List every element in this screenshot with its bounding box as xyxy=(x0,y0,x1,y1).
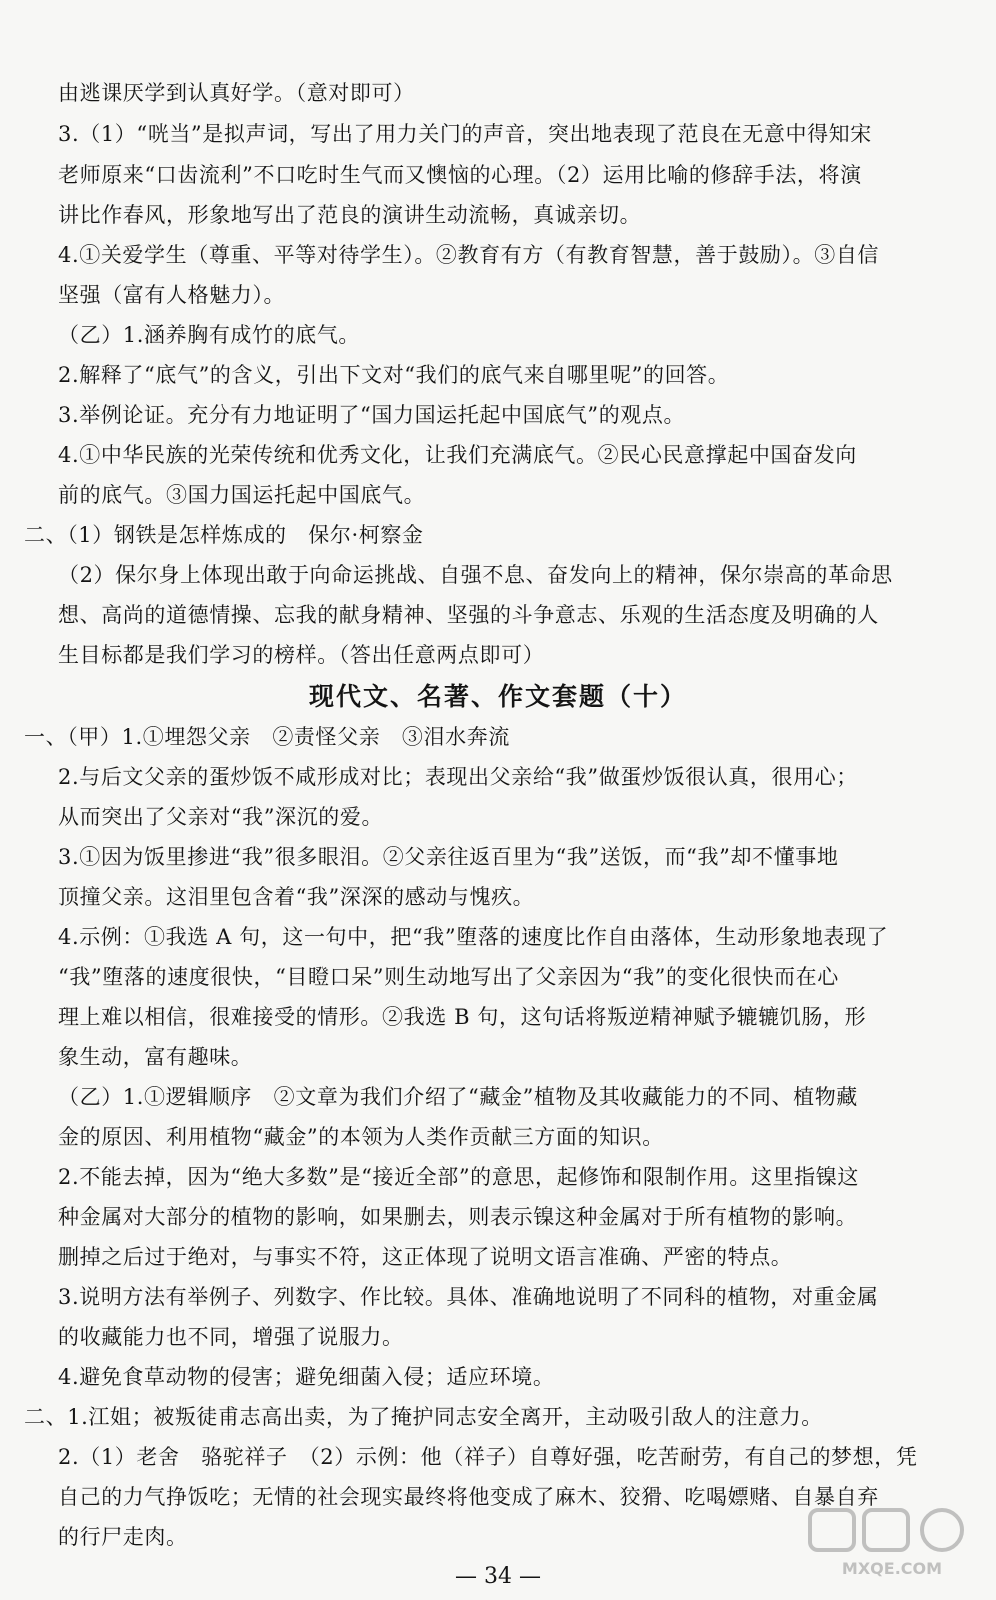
text-line: 2.与后文父亲的蛋炒饭不咸形成对比；表现出父亲给“我”做蛋炒饭很认真，很用心； xyxy=(58,765,858,789)
text-line: 生目标都是我们学习的榜样。（答出任意两点即可） xyxy=(58,643,545,667)
text-line: 3.举例论证。充分有力地证明了“国力国运托起中国底气”的观点。 xyxy=(58,403,686,427)
text-line: 4.①中华民族的光荣传统和优秀文化，让我们充满底气。②民心民意撑起中国奋发向 xyxy=(58,443,857,467)
text-line: 前的底气。③国力国运托起中国底气。 xyxy=(58,483,426,507)
text-line: 4.避免食草动物的侵害；避免细菌入侵；适应环境。 xyxy=(58,1365,555,1389)
text-line: 4.①关爱学生（尊重、平等对待学生）。②教育有方（有教育智慧，善于鼓励）。③自信 xyxy=(58,243,880,267)
text-line: 一、（甲）1.①埋怨父亲 ②责怪父亲 ③泪水奔流 xyxy=(24,725,510,749)
text-line: 的收藏能力也不同，增强了说服力。 xyxy=(58,1325,404,1349)
text-line: 3.说明方法有举例子、列数字、作比较。具体、准确地说明了不同科的植物，对重金属 xyxy=(58,1285,879,1309)
text-line: （2）保尔身上体现出敢于向命运挑战、自强不息、奋发向上的精神，保尔崇高的革命思 xyxy=(58,563,893,587)
text-line: 2.（1）老舍 骆驼祥子 （2）示例：他（祥子）自尊好强，吃苦耐劳，有自己的梦想，凭 xyxy=(58,1445,918,1469)
text-line: （乙）1.涵养胸有成竹的底气。 xyxy=(58,323,361,347)
text-line: （乙）1.①逻辑顺序 ②文章为我们介绍了“藏金”植物及其收藏能力的不同、植物藏 xyxy=(58,1085,858,1109)
watermark-logo xyxy=(806,1506,978,1580)
page-number: — 34 — xyxy=(455,1564,541,1589)
text-line: 2.解释了“底气”的含义，引出下文对“我们的底气来自哪里呢”的回答。 xyxy=(58,363,730,387)
section-heading: 现代文、名著、作文套题（十） xyxy=(308,682,687,711)
text-line: 4.示例：①我选 A 句，这一句中，把“我”堕落的速度比作自由落体，生动形象地表现了 xyxy=(58,925,889,949)
text-line: 老师原来“口齿流利”不口吃时生气而又懊恼的心理。（2）运用比喻的修辞手法，将演 xyxy=(58,163,862,187)
text-line: 讲比作春风，形象地写出了范良的演讲生动流畅，真诚亲切。 xyxy=(58,203,642,227)
text-line: 3.①因为饭里掺进“我”很多眼泪。②父亲往返百里为“我”送饭，而“我”却不懂事地 xyxy=(58,845,839,869)
text-line: 二、（1）钢铁是怎样炼成的 保尔·柯察金 xyxy=(24,523,424,547)
text-line: 理上难以相信，很难接受的情形。②我选 B 句，这句话将叛逆精神赋予辘辘饥肠，形 xyxy=(58,1005,867,1029)
text-line: 想、高尚的道德情操、忘我的献身精神、坚强的斗争意志、乐观的生活态度及明确的人 xyxy=(58,603,879,627)
text-line: 删掉之后过于绝对，与事实不符，这正体现了说明文语言准确、严密的特点。 xyxy=(58,1245,793,1269)
text-line: 的行尸走肉。 xyxy=(58,1525,188,1549)
text-line: 由逃课厌学到认真好学。（意对即可） xyxy=(58,81,415,105)
watermark-icon xyxy=(806,1506,978,1580)
text-line: 2.不能去掉，因为“绝大多数”是“接近全部”的意思，起修饰和限制作用。这里指镍这 xyxy=(58,1165,859,1189)
text-line: 种金属对大部分的植物的影响，如果删去，则表示镍这种金属对于所有植物的影响。 xyxy=(58,1205,858,1229)
text-line: 二、1.江姐；被叛徒甫志高出卖，为了掩护同志安全离开，主动吸引敌人的注意力。 xyxy=(24,1405,823,1429)
text-line: 从而突出了父亲对“我”深沉的爱。 xyxy=(58,805,384,829)
text-line: 顶撞父亲。这泪里包含着“我”深深的感动与愧疚。 xyxy=(58,885,535,909)
text-line: “我”堕落的速度很快，“目瞪口呆”则生动地写出了父亲因为“我”的变化很快而在心 xyxy=(58,965,839,989)
text-line: 金的原因、利用植物“藏金”的本领为人类作贡献三方面的知识。 xyxy=(58,1125,664,1149)
text-line: 3.（1）“咣当”是拟声词，写出了用力关门的声音，突出地表现了范良在无意中得知宋 xyxy=(58,122,872,146)
text-line: 象生动，富有趣味。 xyxy=(58,1045,253,1069)
text-line: 自己的力气挣饭吃；无情的社会现实最终将他变成了麻木、狡猾、吃喝嫖赌、自暴自弃 xyxy=(58,1485,879,1509)
watermark-text: MXQE.COM xyxy=(841,1559,943,1578)
text-line: 坚强（富有人格魅力）。 xyxy=(58,283,286,307)
